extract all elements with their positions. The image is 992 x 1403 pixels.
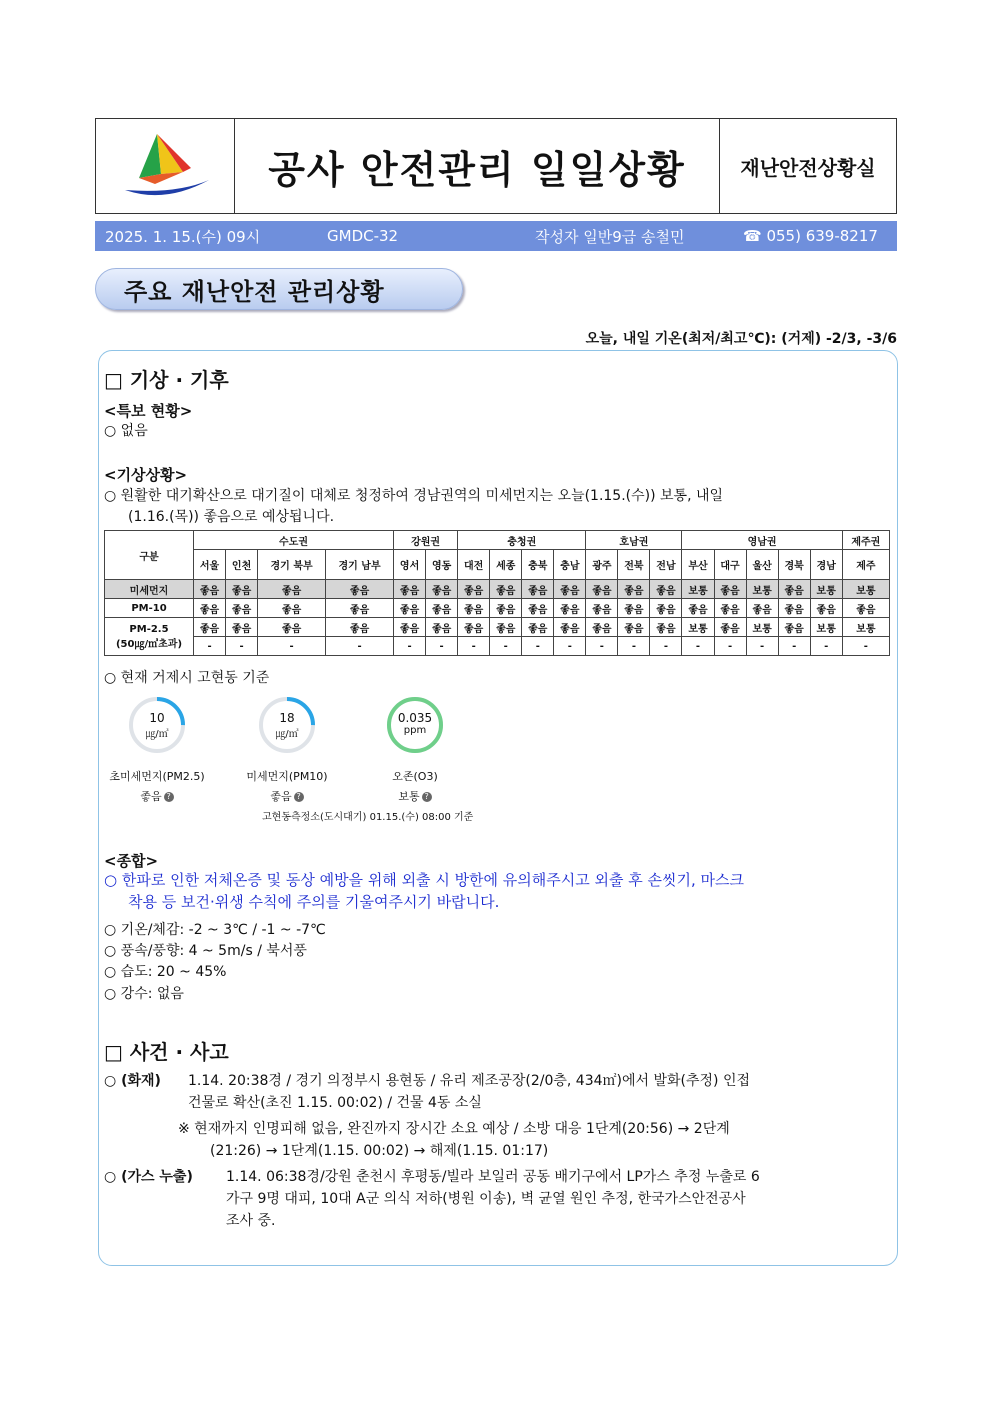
table-cell: 좋음: [258, 580, 326, 599]
gas-line-3: 조사 중.: [226, 1213, 276, 1229]
gauge-value: 18: [279, 711, 295, 725]
table-cell: -: [426, 637, 458, 656]
table-cell: -: [842, 637, 889, 656]
city-header: 충북: [522, 550, 554, 580]
current-location-label: ○ 현재 거제시 고현동 기준: [104, 670, 270, 686]
special-item: ○ 없음: [104, 423, 148, 439]
gauge-card: [358, 692, 472, 804]
row-label: 미세먼지: [105, 580, 194, 599]
city-header: 대구: [714, 550, 746, 580]
fire-tag: ○ (화재): [104, 1073, 161, 1089]
table-cell: -: [714, 637, 746, 656]
fire-line-1: 1.14. 20:38경 / 경기 의정부시 용현동 / 유리 제조공장(2/0층, 434㎡)에서 발화(추정) 인접: [188, 1073, 751, 1089]
city-header: 영동: [426, 550, 458, 580]
table-cell: -: [458, 637, 490, 656]
table-cell: 좋음: [778, 599, 810, 618]
gauge-status: [230, 788, 344, 804]
table-cell: 좋음: [778, 580, 810, 599]
table-cell: 좋음: [618, 618, 650, 637]
city-header: 울산: [746, 550, 778, 580]
table-cell: 좋음: [714, 599, 746, 618]
help-icon[interactable]: ?: [294, 792, 304, 802]
table-cell: 좋음: [426, 599, 458, 618]
table-cell: -: [810, 637, 842, 656]
table-cell: 좋음: [226, 580, 258, 599]
region-header: 영남권: [682, 531, 842, 550]
row-label: PM-10: [105, 599, 194, 618]
table-cell: 좋음: [618, 580, 650, 599]
region-header: 강원권: [394, 531, 458, 550]
gauge-card: [100, 692, 214, 804]
table-cell: 좋음: [194, 599, 226, 618]
table-corner: 구분: [105, 531, 194, 580]
region-header: 제주권: [842, 531, 889, 550]
table-cell: 보통: [746, 618, 778, 637]
row-label-text: PM-2.5: [129, 623, 169, 635]
phone-number: ☎ 055) 639-8217: [743, 227, 878, 245]
table-cell: 좋음: [458, 599, 490, 618]
table-cell: 좋음: [714, 580, 746, 599]
summary-heading: <종합>: [104, 852, 159, 870]
city-header: 경북: [778, 550, 810, 580]
city-header: 경남: [810, 550, 842, 580]
gauge-unit: ppm: [403, 725, 427, 736]
table-cell: 보통: [842, 618, 889, 637]
table-cell: 좋음: [778, 618, 810, 637]
table-cell: -: [258, 637, 326, 656]
table-cell: 좋음: [458, 618, 490, 637]
gauge-name: 초미세먼지(PM2.5): [109, 770, 205, 783]
table-cell: 좋음: [554, 618, 586, 637]
air-quality-table: [104, 530, 890, 656]
table-cell: 좋음: [522, 599, 554, 618]
city-header: 제주: [842, 550, 889, 580]
logo-cell: [96, 119, 235, 213]
status-heading: <기상상황>: [104, 466, 188, 484]
table-cell: 좋음: [458, 580, 490, 599]
table-cell: -: [394, 637, 426, 656]
city-header: 경기 남부: [326, 550, 394, 580]
table-cell: 좋음: [426, 618, 458, 637]
table-cell: 보통: [682, 618, 714, 637]
company-logo-icon: [117, 128, 213, 204]
document-title: 공사 안전관리 일일상황: [235, 119, 720, 213]
fire-note-2: (21:26) → 1단계(1.15. 00:02) → 해제(1.15. 01:17): [210, 1143, 549, 1159]
status-line-1: ○ 원활한 대기확산으로 대기질이 대체로 청정하여 경남권역의 미세먼지는 오늘(1.15.(수)) 보통, 내일: [104, 488, 724, 504]
table-cell: 좋음: [394, 599, 426, 618]
table-cell: -: [194, 637, 226, 656]
city-header: 경기 북부: [258, 550, 326, 580]
incidents-heading: □ 사건 · 사고: [104, 1040, 229, 1064]
gas-line-2: 가구 9명 대피, 10대 A군 의식 저하(병원 이송), 벽 균열 원인 추정, 한국가스안전공사: [226, 1191, 746, 1207]
table-cell: 좋음: [522, 618, 554, 637]
city-header: 전남: [650, 550, 682, 580]
temperature-line: 오늘, 내일 기온(최저/최고℃): (거제) -2/3, -3/6: [585, 331, 897, 347]
table-cell: 좋음: [194, 618, 226, 637]
table-cell: -: [586, 637, 618, 656]
gauge-name: 오존(O3): [392, 770, 438, 783]
gas-line-1: 1.14. 06:38경/강원 춘천시 후평동/빌라 보일러 공동 배기구에서 LP가스 추정 누출로 6: [226, 1169, 760, 1185]
author: 작성자 일반9급 송철민: [535, 227, 685, 246]
table-cell: 좋음: [682, 599, 714, 618]
city-header: 대전: [458, 550, 490, 580]
table-cell: -: [618, 637, 650, 656]
table-cell: 좋음: [394, 618, 426, 637]
gauge-unit: ㎍/㎥: [145, 729, 169, 740]
table-cell: 좋음: [194, 580, 226, 599]
table-cell: 보통: [842, 580, 889, 599]
table-cell: 좋음: [586, 618, 618, 637]
table-cell: 좋음: [650, 618, 682, 637]
weather-item-humidity: ○ 습도: 20 ~ 45%: [104, 964, 227, 980]
table-cell: 좋음: [746, 599, 778, 618]
help-icon[interactable]: ?: [422, 792, 432, 802]
table-cell: -: [650, 637, 682, 656]
table-cell: 좋음: [326, 580, 394, 599]
gauge-status-text: 보통: [398, 790, 420, 803]
table-cell: 좋음: [258, 599, 326, 618]
city-header: 충남: [554, 550, 586, 580]
gauge-status-text: 좋음: [270, 790, 292, 803]
section-title: 주요 재난안전 관리상황: [95, 268, 463, 310]
special-heading: <특보 현황>: [104, 402, 193, 420]
table-cell: 보통: [682, 580, 714, 599]
help-icon[interactable]: ?: [164, 792, 174, 802]
status-line-2: (1.16.(목)) 좋음으로 예상됩니다.: [128, 509, 335, 525]
row-label: [105, 618, 194, 656]
table-cell: 좋음: [554, 580, 586, 599]
gauge-status-text: 좋음: [140, 790, 162, 803]
city-header: 전북: [618, 550, 650, 580]
gauge-unit: ㎍/㎥: [275, 729, 299, 740]
table-cell: -: [746, 637, 778, 656]
city-header: 부산: [682, 550, 714, 580]
table-cell: 좋음: [226, 618, 258, 637]
table-cell: 좋음: [810, 599, 842, 618]
fire-line-2: 건물로 확산(초진 1.15. 00:02) / 건물 4동 소실: [188, 1095, 482, 1111]
summary-line-2: 착용 등 보건·위생 수칙에 주의를 기울여주시기 바랍니다.: [128, 893, 500, 911]
gauge-value: 0.035: [397, 711, 433, 725]
table-cell: -: [326, 637, 394, 656]
document-code: GMDC-32: [327, 227, 399, 245]
table-cell: 좋음: [650, 599, 682, 618]
weather-heading: □ 기상 · 기후: [104, 368, 229, 392]
gauge-card: [230, 692, 344, 804]
table-cell: 좋음: [490, 599, 522, 618]
table-cell: 좋음: [426, 580, 458, 599]
report-date: 2025. 1. 15.(수) 09시: [105, 227, 261, 246]
document-header: [95, 118, 897, 214]
city-header: 영서: [394, 550, 426, 580]
table-cell: -: [226, 637, 258, 656]
city-header: 광주: [586, 550, 618, 580]
station-note: 고현동측정소(도시대기) 01.15.(수) 08:00 기준: [262, 812, 474, 823]
table-cell: 좋음: [842, 599, 889, 618]
city-header: 세종: [490, 550, 522, 580]
weather-item-precipitation: ○ 강수: 없음: [104, 986, 184, 1002]
table-cell: 보통: [746, 580, 778, 599]
table-cell: -: [554, 637, 586, 656]
table-cell: 좋음: [586, 580, 618, 599]
gas-tag: ○ (가스 누출): [104, 1169, 193, 1185]
table-cell: 좋음: [554, 599, 586, 618]
table-cell: 좋음: [326, 618, 394, 637]
table-cell: 보통: [810, 618, 842, 637]
info-bar: [95, 221, 897, 251]
fire-note-1: ※ 현재까지 인명피해 없음, 완진까지 장시간 소요 예상 / 소방 대응 1단계(20:56) → 2단계: [178, 1121, 730, 1137]
city-header: 인천: [226, 550, 258, 580]
weather-item-temperature: ○ 기온/체감: -2 ~ 3℃ / -1 ~ -7℃: [104, 922, 326, 938]
city-header: 서울: [194, 550, 226, 580]
table-cell: -: [490, 637, 522, 656]
region-header: 수도권: [194, 531, 394, 550]
gauge-status: [358, 788, 472, 804]
table-cell: 좋음: [650, 580, 682, 599]
gauge-status: [100, 788, 214, 804]
table-cell: 좋음: [618, 599, 650, 618]
gauge-value: 10: [149, 711, 165, 725]
department-name: 재난안전상황실: [740, 155, 876, 180]
table-cell: 좋음: [258, 618, 326, 637]
region-header: 호남권: [586, 531, 682, 550]
table-cell: 좋음: [714, 618, 746, 637]
table-cell: 좋음: [326, 599, 394, 618]
weather-item-wind: ○ 풍속/풍향: 4 ~ 5m/s / 북서풍: [104, 943, 307, 959]
table-cell: -: [682, 637, 714, 656]
table-cell: 좋음: [394, 580, 426, 599]
table-cell: 좋음: [522, 580, 554, 599]
table-cell: 보통: [810, 580, 842, 599]
table-cell: 좋음: [586, 599, 618, 618]
gauge-name: 미세먼지(PM10): [246, 770, 328, 783]
summary-line-1: ○ 한파로 인한 저체온증 및 동상 예방을 위해 외출 시 방한에 유의해주시고 외출 후 손씻기, 마스크: [104, 871, 745, 889]
table-cell: -: [778, 637, 810, 656]
region-header: 충청권: [458, 531, 586, 550]
table-cell: 좋음: [490, 580, 522, 599]
table-cell: 좋음: [226, 599, 258, 618]
row-label-subtext: (50㎍/㎥초과): [115, 638, 183, 650]
table-cell: 좋음: [490, 618, 522, 637]
table-cell: -: [522, 637, 554, 656]
